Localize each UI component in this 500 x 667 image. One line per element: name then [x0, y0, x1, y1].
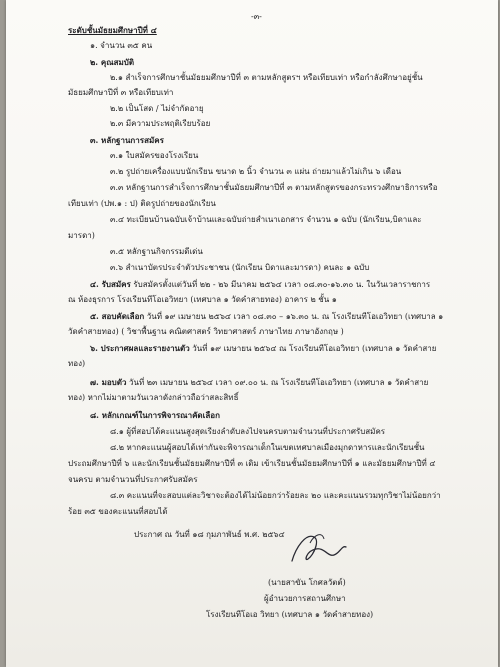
item-5-line1 [90, 311, 443, 322]
item-3-3-line1: ๓.๓ หลักฐานการสำเร็จการศึกษาชั้นมัธยมศึกษาปีที่ ๓ ตามหลักสูตรของกระทรวงศึกษาธิการหรือ [110, 183, 438, 192]
item-2-1-line2: มัธยมศึกษาปีที่ ๓ หรือเทียบเท่า [68, 88, 174, 97]
item-3-1: ๓.๑ ใบสมัครของโรงเรียน [110, 151, 199, 160]
item-3-4-line1: ๓.๔ ทะเบียนบ้านฉบับเจ้าบ้านและฉบับถ่ายสำเนาเอกสาร จำนวน ๑ ฉบับ (นักเรียน,บิดาและ [110, 215, 422, 224]
item-6-line2: ทอง) [68, 359, 86, 368]
document-heading: ระดับชั้นมัธยมศึกษาปีที่ ๔ [68, 25, 157, 35]
item-5-text: วันที่ ๑๙ เมษายน ๒๕๖๔ เวลา ๐๘.๓๐ – ๑๖.๓๐ น. ณ โรงเรียนทีโอเอวิทยา (เทศบาล ๑ [144, 312, 444, 321]
item-7-label: ๗. มอบตัว [90, 377, 127, 387]
item-5-line2: วัดคำสายทอง) ( วิชาพื้นฐาน คณิตศาสตร์ วิทยาศาสตร์ ภาษาไทย ภาษาอังกฤษ ) [68, 327, 344, 336]
item-2-3: ๒.๓ มีความประพฤติเรียบร้อย [110, 119, 211, 128]
item-6-line1 [90, 343, 437, 354]
item-8-1: ๘.๑ ผู้ที่สอบได้คะแนนสูงสุดเรียงลำดับลงไปจนครบตามจำนวนที่ประกาศรับสมัคร [110, 427, 386, 436]
item-8-3-line2: ร้อย ๓๕ ของคะแนนที่สอบได้ [68, 507, 168, 516]
item-7-line2: ทอง) หากไม่มาตามวันเวลาดังกล่าวถือว่าสละสิทธิ์ [68, 393, 239, 402]
item-6-text: วันที่ ๑๙ เมษายน ๒๕๖๔ ณ โรงเรียนทีโอเอวิทยา (เทศบาล ๑ วัดคำสาย [189, 344, 437, 353]
item-8-heading: ๘. หลักเกณฑ์ในการพิจารณาคัดเลือก [90, 410, 220, 420]
signer-school: โรงเรียนทีโอเอ วิทยา (เทศบาล ๑ วัดคำสายทอง) [206, 610, 374, 619]
document-page [6, 0, 498, 667]
item-1: ๑. จำนวน ๓๕ คน [90, 41, 153, 50]
item-5-label: ๕. สอบคัดเลือก [90, 311, 145, 321]
item-8-2-line2: ประถมศึกษาปีที่ ๖ และนักเรียนชั้นมัธยมศึกษาปีที่ ๓ เดิม เข้าเรียนชั้นมัธยมศึกษาปีที่ ๑ และมัธยมศึกษาปีที่ ๔ [68, 459, 436, 468]
item-4-line1 [90, 279, 430, 290]
item-3-2: ๓.๒ รูปถ่ายเครื่องแบบนักเรียน ขนาด ๒ นิ้ว จำนวน ๓ แผ่น ถ่ายมาแล้วไม่เกิน ๖ เดือน [110, 167, 402, 176]
item-7-line1 [90, 377, 428, 388]
item-3-5: ๓.๕ หลักฐานกิจกรรมดีเด่น [110, 247, 203, 256]
handwritten-signature [284, 525, 354, 571]
item-4-text: รับสมัครตั้งแต่วันที่ ๒๒ - ๒๖ มีนาคม ๒๕๖๔ เวลา ๐๘.๓๐-๑๖.๓๐ น. ในวันเวลาราชการ [130, 280, 431, 289]
signer-title: ผู้อำนวยการสถานศึกษา [264, 594, 346, 603]
item-4-label: ๔. รับสมัคร [90, 279, 131, 289]
item-3-heading: ๓. หลักฐานการสมัคร [90, 135, 164, 145]
item-6-label: ๖. ประกาศผลและรายงานตัว [90, 343, 190, 353]
item-2-1-line1: ๒.๑ สำเร็จการศึกษาชั้นมัธยมศึกษาปีที่ ๓ ตามหลักสูตรฯ หรือเทียบเท่า หรือกำลังศึกษาอยู่ชั้น [110, 73, 423, 82]
item-8-2-line1: ๘.๒ หากคะแนนผู้สอบได้เท่ากันจะพิจารณาเด็กในเขตเทศบาลเมืองมุกดาหารและนักเรียนชั้น [110, 443, 425, 452]
item-2-2: ๒.๒ เป็นโสด / ไม่จำกัดอายุ [110, 104, 204, 113]
item-8-3-line1: ๘.๓ คะแนนที่จะสอบแต่ละวิชาจะต้องได้ไม่น้อยกว่าร้อยละ ๒๐ และคะแนนรวมทุกวิชาไม่น้อยกว่า [110, 491, 441, 500]
page-number: -๓- [251, 12, 262, 21]
item-3-4-line2: มารดา) [68, 231, 95, 240]
item-2-heading: ๒. คุณสมบัติ [90, 57, 135, 67]
announcement-date: ประกาศ ณ วันที่ ๑๘ กุมภาพันธ์ พ.ศ. ๒๕๖๔ [134, 530, 285, 539]
item-3-3-line2: เทียบเท่า (ปพ.๑ : ป) ติดรูปถ่ายของนักเรียน [68, 199, 216, 208]
item-3-6: ๓.๖ สำเนาบัตรประจำตัวประชาชน (นักเรียน บิดาและมารดา) คนละ ๑ ฉบับ [110, 263, 370, 272]
signer-name: (นายสาขัน โกศลวัตต์) [268, 578, 346, 587]
item-8-2-line3: จนครบ ตามจำนวนที่ประกาศรับสมัคร [68, 475, 198, 484]
item-7-text: วันที่ ๒๓ เมษายน ๒๕๖๔ เวลา ๐๙.๐๐ น. ณ โรงเรียนทีโอเอวิทยา (เทศบาล ๑ วัดคำสาย [126, 378, 429, 387]
item-4-line2: ณ ห้องธุรการ โรงเรียนทีโอเอวิทยา (เทศบาล ๑ วัดคำสายทอง) อาคาร ๒ ชั้น ๑ [68, 295, 337, 304]
